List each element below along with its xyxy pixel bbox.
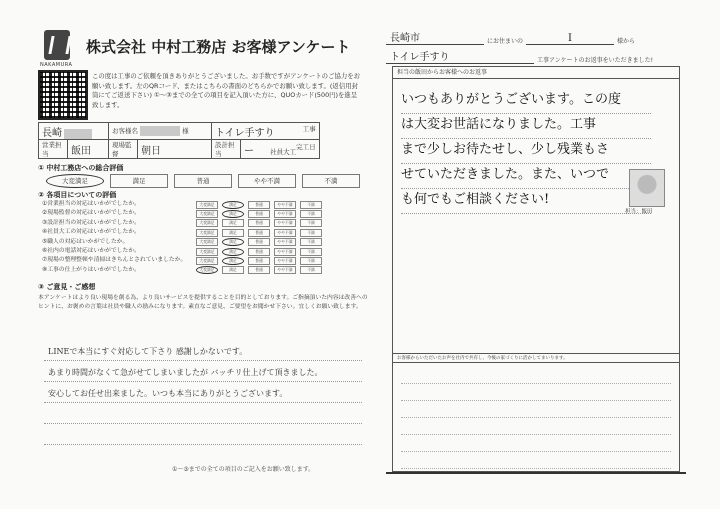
reply-line: まで少しお待たせし、少し残業もさ bbox=[401, 139, 651, 164]
qr-code-icon[interactable] bbox=[38, 70, 88, 120]
question-item: ②現場監督の対応はいかがでしたか。 bbox=[42, 210, 140, 217]
blank-line bbox=[401, 418, 671, 435]
rating-cell[interactable]: 満足 bbox=[222, 248, 244, 256]
rating-cell[interactable]: 大変満足 bbox=[196, 201, 218, 209]
answer-text: LINEで本当にすぐ対応して下さり 感謝しかないです。 bbox=[48, 347, 248, 356]
footer-note: ①〜③までの全ての項目のご記入をお願い致します。 bbox=[172, 466, 315, 473]
customer-name-cell bbox=[39, 123, 109, 140]
answer-text: 安心してお任せ出来ました。いつも本当にありがとうございます。 bbox=[48, 389, 288, 398]
reply-extra-lines bbox=[401, 367, 671, 469]
rating-cell[interactable]: やや不満 bbox=[274, 201, 296, 209]
rating-cell[interactable]: 普通 bbox=[248, 257, 270, 265]
customer-label: お客様名 bbox=[112, 127, 138, 135]
question-item: ⑦現場の整理整頓や清掃はきちんとされていましたか。 bbox=[42, 257, 187, 264]
rating-cell[interactable]: 普通 bbox=[248, 229, 270, 237]
rating-cell[interactable]: やや不満 bbox=[274, 266, 296, 274]
question-item: ③設計担当の対応はいかがでしたか。 bbox=[42, 219, 140, 226]
complete-label: 完工日 bbox=[296, 142, 316, 151]
rating-cell[interactable]: 大変満足 bbox=[196, 229, 218, 237]
rating-row bbox=[196, 219, 322, 228]
rating-cell[interactable]: 満足 bbox=[222, 229, 244, 237]
rating-cell[interactable]: 不満 bbox=[300, 229, 322, 237]
overall-option-satisfied[interactable]: 満足 bbox=[110, 174, 168, 188]
rating-cell[interactable]: 不満 bbox=[300, 210, 322, 218]
reply-line: も何でもご相談ください! bbox=[401, 189, 651, 214]
rating-row bbox=[196, 238, 322, 247]
rating-cell[interactable]: 大変満足 bbox=[196, 238, 218, 246]
rating-cell[interactable]: 不満 bbox=[300, 257, 322, 265]
section2-title: ② 各項目についての評価 bbox=[38, 191, 117, 199]
rating-cell[interactable]: 満足 bbox=[222, 238, 244, 246]
redacted-box bbox=[140, 126, 180, 136]
reply-name-suffix: 様から bbox=[617, 38, 636, 45]
rating-row bbox=[196, 200, 322, 209]
customer-label-cell bbox=[109, 123, 212, 140]
answer-line bbox=[44, 424, 362, 445]
staff-photo bbox=[629, 169, 665, 207]
rating-cell[interactable]: やや不満 bbox=[274, 219, 296, 227]
design-label: 設計担当 bbox=[212, 140, 241, 159]
customer-name: 長崎 bbox=[42, 127, 62, 139]
question-item: ⑥社内の電話対応はいかがでしたか。 bbox=[42, 248, 140, 255]
answer-line bbox=[44, 382, 362, 403]
rating-cell[interactable]: 普通 bbox=[248, 248, 270, 256]
reply-work: トイレ手すり bbox=[386, 48, 534, 64]
rating-cell[interactable]: 満足 bbox=[222, 266, 244, 274]
question-item: ①営業担当の対応はいかがでしたか。 bbox=[42, 201, 140, 207]
rating-row bbox=[196, 247, 322, 256]
answer-text: あまり時間がなくて急がせてしまいましたが バッチリ仕上げて頂きました。 bbox=[48, 368, 323, 377]
rating-cell[interactable]: 普通 bbox=[248, 219, 270, 227]
reply-line: せていただきました。また、いつで bbox=[401, 164, 651, 189]
reply-line: は大変お世話になりました。工事 bbox=[401, 114, 651, 139]
reply-divider: お客様からいただいたお声を社内で共有し、今後の家づくりに活かしてまいります。 bbox=[393, 353, 679, 363]
overall-option-slightly-dissatisfied[interactable]: やや不満 bbox=[238, 174, 296, 188]
reply-name: I bbox=[526, 33, 614, 45]
rating-cell[interactable]: 大変満足 bbox=[196, 248, 218, 256]
logo-text: NAKAMURA bbox=[40, 62, 73, 68]
rating-cell[interactable]: 満足 bbox=[222, 219, 244, 227]
blank-line bbox=[401, 452, 671, 469]
blank-line bbox=[401, 435, 671, 452]
rating-cell[interactable]: 大変満足 bbox=[196, 266, 218, 274]
rating-cell[interactable]: 不満 bbox=[300, 266, 322, 274]
work-suffix: 工事 bbox=[302, 124, 316, 133]
section1-title: ① 中村工務店への総合評価 bbox=[38, 164, 124, 172]
rating-cell[interactable]: 満足 bbox=[222, 210, 244, 218]
blank-line bbox=[401, 384, 671, 401]
rating-cell[interactable]: 不満 bbox=[300, 248, 322, 256]
feedback-answer bbox=[44, 340, 362, 445]
rating-cell[interactable]: 不満 bbox=[300, 238, 322, 246]
reply-city-suffix: にお住まいの bbox=[487, 38, 524, 45]
reply-box-header: 担当の飯田からお客様へのお返事 bbox=[393, 67, 679, 79]
rating-cell[interactable]: 不満 bbox=[300, 201, 322, 209]
customer-info-table bbox=[38, 122, 320, 159]
reply-header-row bbox=[386, 26, 656, 45]
rating-cell[interactable]: 大変満足 bbox=[196, 219, 218, 227]
question-item: ⑧工事の仕上がりはいかがでしたか。 bbox=[42, 266, 140, 273]
reply-box bbox=[392, 66, 680, 472]
rating-cell[interactable]: 普通 bbox=[248, 266, 270, 274]
rating-cell[interactable]: 普通 bbox=[248, 238, 270, 246]
rating-cell[interactable]: 普通 bbox=[248, 201, 270, 209]
rating-cell[interactable]: 満足 bbox=[222, 257, 244, 265]
overall-option-normal[interactable]: 普通 bbox=[174, 174, 232, 188]
rating-cell[interactable]: 普通 bbox=[248, 210, 270, 218]
rating-cell[interactable]: やや不満 bbox=[274, 257, 296, 265]
rating-row bbox=[196, 209, 322, 218]
rating-cell[interactable]: やや不満 bbox=[274, 229, 296, 237]
reply-header-row bbox=[386, 45, 656, 64]
answer-line bbox=[44, 340, 362, 361]
rating-cell[interactable]: 大変満足 bbox=[196, 210, 218, 218]
question-item: ④社員大工の対応はいかがでしたか。 bbox=[42, 229, 140, 236]
intro-text: この度は工事のご依頼を頂きありがとうございました。お手数ですがアンケートのご協力をお願い致します。左のQRコード、またはこちらの書面のどちらかでお願い致します。(返信用封筒にてご返送下さい) ①〜③までの全ての項目を記入頂いた方に、QUOカード(500円)を進呈致します。 bbox=[92, 72, 361, 109]
rating-row bbox=[196, 266, 322, 275]
sales-label: 営業担当 bbox=[39, 140, 68, 159]
rating-cell[interactable]: 大変満足 bbox=[196, 257, 218, 265]
customer-suffix: 様 bbox=[182, 127, 189, 135]
sales-value: 飯田 bbox=[68, 140, 109, 159]
reply-message bbox=[401, 89, 651, 214]
redacted-box bbox=[64, 129, 92, 139]
blank-line bbox=[401, 401, 671, 418]
site-value: 朝日 bbox=[138, 140, 212, 159]
design-value: ー bbox=[244, 145, 254, 157]
feedback-description: 本アンケートはより良い現場を創る為、より良いサービスを提供することを目的としております。ご指摘頂いた内容は改善へのヒントに、お褒めの言葉は社員や職人の励みになります。素直なご意見、ご要望をお聞かせ下さい。宜しくお願い致します。 bbox=[38, 295, 368, 310]
rating-cell[interactable]: 満足 bbox=[222, 201, 244, 209]
blank-line bbox=[401, 367, 671, 384]
overall-option-dissatisfied[interactable]: 不満 bbox=[302, 174, 360, 188]
rating-row bbox=[196, 256, 322, 265]
reply-line: いつもありがとうございます。この度 bbox=[401, 89, 651, 114]
rating-row bbox=[196, 228, 322, 237]
company-logo bbox=[44, 30, 70, 60]
bottom-rule bbox=[386, 472, 686, 474]
overall-rating-options bbox=[46, 174, 360, 188]
rating-cell[interactable]: やや不満 bbox=[274, 238, 296, 246]
answer-line bbox=[44, 361, 362, 382]
rating-cell[interactable]: やや不満 bbox=[274, 210, 296, 218]
answer-line bbox=[44, 403, 362, 424]
staff-label: 社員大工 bbox=[270, 147, 297, 156]
site-label: 現場監督 bbox=[109, 140, 138, 159]
work-name: トイレ手すり bbox=[215, 127, 275, 139]
rating-cell[interactable]: 不満 bbox=[300, 219, 322, 227]
question-list bbox=[42, 200, 186, 275]
staff-signature: 担当：飯田 bbox=[625, 209, 653, 215]
reply-work-suffix: 工事アンケートのお返事をいただきました! bbox=[537, 57, 654, 64]
reply-header bbox=[386, 26, 656, 64]
question-item: ⑤職人の対応はいかがでしたか。 bbox=[42, 238, 129, 245]
rating-cell[interactable]: やや不満 bbox=[274, 248, 296, 256]
staff-cell bbox=[241, 140, 320, 159]
work-cell bbox=[212, 123, 320, 140]
reply-city: 長崎市 bbox=[386, 29, 484, 45]
overall-option-very-satisfied[interactable]: 大変満足 bbox=[46, 174, 104, 188]
rating-grid bbox=[196, 200, 322, 275]
section3-title: ③ ご意見・ご感想 bbox=[38, 283, 96, 291]
page-title: 株式会社 中村工務店 お客様アンケート bbox=[86, 38, 351, 56]
